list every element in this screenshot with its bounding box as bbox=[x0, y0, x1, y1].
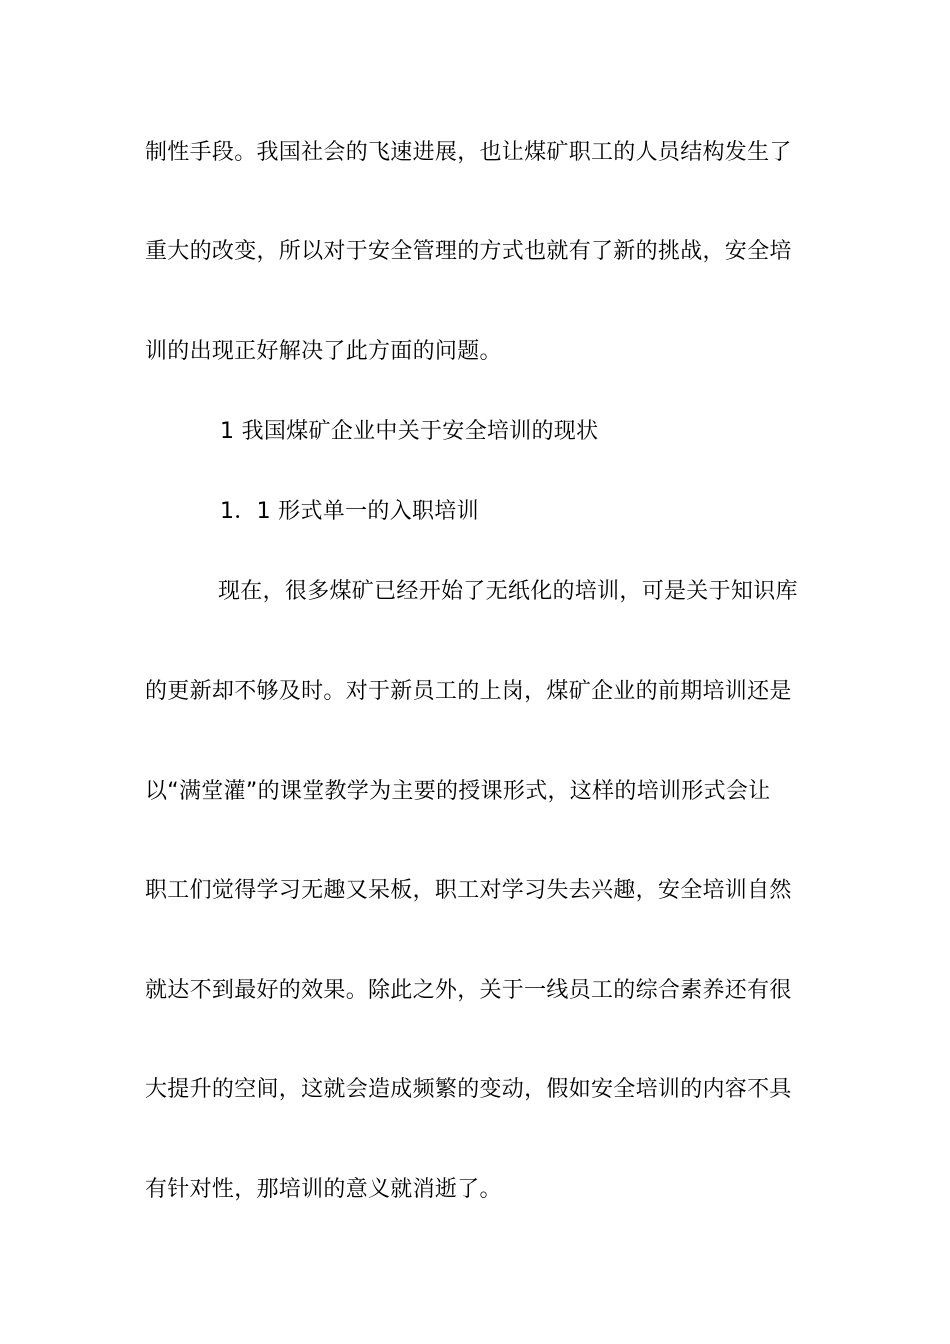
body-text-line: 制性手段。我国社会的飞速进展，也让煤矿职工的人员结构发生了 bbox=[145, 140, 792, 165]
paragraph-line: 以“满堂灌”的课堂教学为主要的授课形式，这样的培训形式会让 bbox=[145, 779, 771, 804]
paragraph-first-line: 现在，很多煤矿已经开始了无纸化的培训，可是关于知识库 bbox=[218, 579, 798, 604]
paragraph-line: 职工们觉得学习无趣又呆板，职工对学习失去兴趣，安全培训自然 bbox=[145, 878, 792, 903]
subsection-heading: 1．1 形式单一的入职培训 bbox=[220, 499, 479, 524]
paragraph-line: 就达不到最好的效果。除此之外，关于一线员工的综合素养还有很 bbox=[145, 978, 792, 1003]
body-text-line: 重大的改变，所以对于安全管理的方式也就有了新的挑战，安全培 bbox=[145, 239, 792, 264]
paragraph-line: 的更新却不够及时。对于新员工的上岗，煤矿企业的前期培训还是 bbox=[145, 679, 792, 704]
section-heading: 1 我国煤矿企业中关于安全培训的现状 bbox=[220, 419, 599, 444]
body-text-line: 训的出现正好解决了此方面的问题。 bbox=[145, 339, 502, 364]
paragraph-line: 有针对性，那培训的意义就消逝了。 bbox=[145, 1177, 502, 1202]
paragraph-line: 大提升的空间，这就会造成频繁的变动，假如安全培训的内容不具 bbox=[145, 1077, 792, 1102]
